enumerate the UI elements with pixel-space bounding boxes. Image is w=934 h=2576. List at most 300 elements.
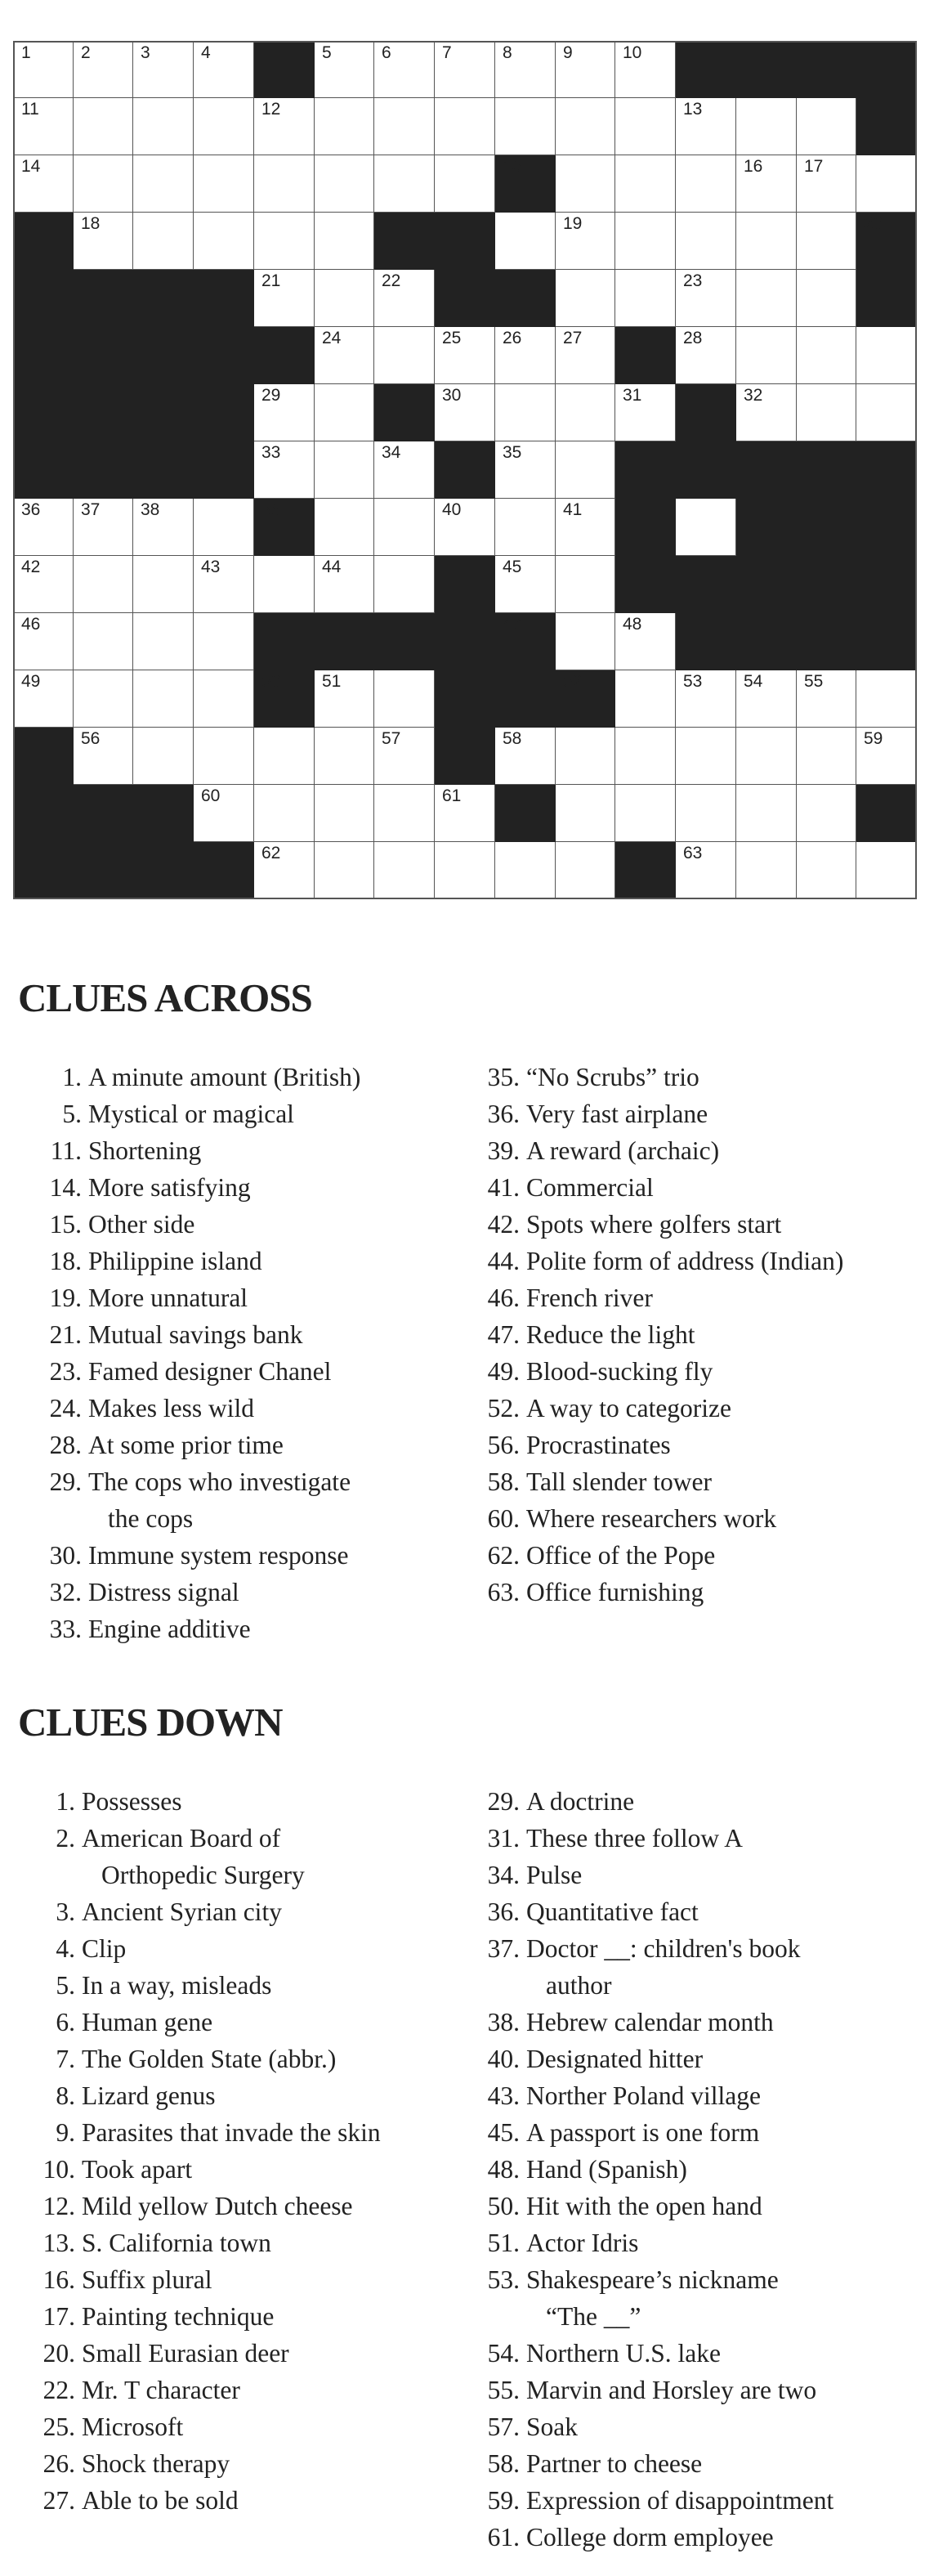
grid-cell[interactable] xyxy=(435,785,495,842)
clue-item-number: 36. xyxy=(487,1897,520,1926)
grid-cell[interactable] xyxy=(74,613,133,670)
grid-block xyxy=(133,785,194,842)
clue-number: 14 xyxy=(21,157,41,176)
grid-cell[interactable] xyxy=(194,670,254,728)
clue-number: 8 xyxy=(503,43,512,62)
clue-item-text: Norther Poland village xyxy=(526,2081,761,2110)
grid-cell[interactable] xyxy=(435,155,495,213)
grid-cell[interactable] xyxy=(736,98,797,155)
clue-item-text: Clip xyxy=(82,1934,127,1963)
grid-cell[interactable] xyxy=(374,41,435,98)
clue-item xyxy=(56,1783,381,1820)
grid-cell[interactable] xyxy=(13,613,74,670)
grid-cell[interactable] xyxy=(435,98,495,155)
grid-cell[interactable] xyxy=(74,41,133,98)
grid-block xyxy=(495,785,556,842)
clue-number: 7 xyxy=(442,43,452,62)
grid-cell[interactable] xyxy=(556,728,615,785)
grid-block xyxy=(13,842,74,899)
grid-cell[interactable] xyxy=(797,785,856,842)
clue-number: 44 xyxy=(322,558,342,576)
clue-item-number: 55. xyxy=(487,2376,520,2404)
grid-cell[interactable] xyxy=(74,98,133,155)
clue-item-text: Marvin and Horsley are two xyxy=(526,2376,817,2404)
grid-block xyxy=(435,556,495,613)
grid-cell[interactable] xyxy=(13,98,74,155)
clue-number: 43 xyxy=(201,558,221,576)
clue-item-number: 40. xyxy=(487,2045,520,2073)
grid-cell[interactable] xyxy=(556,441,615,499)
clue-item-text: Partner to cheese xyxy=(526,2449,703,2478)
clue-item-number: 57. xyxy=(487,2412,520,2441)
clues-down-column-left xyxy=(42,1783,381,2519)
clue-item xyxy=(487,2077,833,2114)
clue-item xyxy=(56,2004,381,2041)
clue-item-text: Ancient Syrian city xyxy=(82,1897,282,1926)
grid-cell[interactable] xyxy=(797,155,856,213)
clue-item-number: 3. xyxy=(56,1897,75,1926)
grid-cell[interactable] xyxy=(556,327,615,384)
grid-cell[interactable] xyxy=(13,155,74,213)
clue-item xyxy=(487,1463,843,1500)
grid-cell[interactable] xyxy=(736,327,797,384)
clue-item-number: 2. xyxy=(56,1824,75,1852)
grid-cell[interactable] xyxy=(13,41,74,98)
grid-cell[interactable] xyxy=(315,670,374,728)
clue-number: 52 xyxy=(563,672,583,691)
clue-item-number: 59. xyxy=(487,2486,520,2515)
clue-item-number: 63. xyxy=(487,1578,520,1606)
grid-cell[interactable] xyxy=(13,556,74,613)
grid-cell[interactable] xyxy=(495,499,556,556)
clue-item xyxy=(487,1857,833,1893)
grid-cell[interactable] xyxy=(615,670,676,728)
grid-cell[interactable] xyxy=(194,785,254,842)
grid-cell[interactable] xyxy=(556,155,615,213)
grid-cell[interactable] xyxy=(797,384,856,441)
grid-block xyxy=(194,384,254,441)
grid-cell[interactable] xyxy=(856,842,917,899)
grid-cell[interactable] xyxy=(194,499,254,556)
grid-block xyxy=(797,556,856,613)
clue-item-number: 60. xyxy=(487,1504,520,1533)
grid-cell[interactable] xyxy=(315,556,374,613)
clue-item-number: 17. xyxy=(42,2302,75,2331)
clue-item-text: Office of the Pope xyxy=(526,1541,716,1570)
grid-cell[interactable] xyxy=(374,327,435,384)
grid-block xyxy=(194,270,254,327)
grid-cell[interactable] xyxy=(495,384,556,441)
clue-number: 35 xyxy=(503,443,522,462)
grid-block xyxy=(435,441,495,499)
clue-number: 60 xyxy=(201,786,221,805)
clue-item xyxy=(487,2372,833,2408)
clue-item xyxy=(487,1893,833,1930)
clue-item-text: Expression of disappointment xyxy=(526,2486,834,2515)
clue-item-number: 20. xyxy=(42,2339,75,2368)
grid-cell[interactable] xyxy=(74,556,133,613)
clue-item-number: 33. xyxy=(49,1615,82,1643)
grid-cell[interactable] xyxy=(435,384,495,441)
grid-cell[interactable] xyxy=(556,556,615,613)
clue-item xyxy=(62,1059,361,1095)
grid-cell[interactable] xyxy=(374,842,435,899)
grid-cell[interactable] xyxy=(856,670,917,728)
clue-item-text: Very fast airplane xyxy=(526,1100,708,1128)
grid-cell[interactable] xyxy=(315,327,374,384)
clue-item xyxy=(487,1574,843,1611)
grid-cell[interactable] xyxy=(736,728,797,785)
grid-cell[interactable] xyxy=(495,842,556,899)
grid-cell[interactable] xyxy=(797,728,856,785)
clue-item-text: A passport is one form xyxy=(526,2118,760,2147)
grid-cell[interactable] xyxy=(194,155,254,213)
clue-item xyxy=(487,1132,843,1169)
grid-block xyxy=(736,613,797,670)
grid-cell[interactable] xyxy=(676,213,736,270)
clue-item xyxy=(487,1169,843,1206)
grid-cell[interactable] xyxy=(315,155,374,213)
grid-cell[interactable] xyxy=(495,728,556,785)
clue-number: 37 xyxy=(81,500,101,519)
grid-cell[interactable] xyxy=(74,213,133,270)
grid-cell[interactable] xyxy=(797,670,856,728)
grid-cell[interactable] xyxy=(133,613,194,670)
grid-cell[interactable] xyxy=(315,213,374,270)
grid-cell[interactable] xyxy=(556,785,615,842)
grid-cell[interactable] xyxy=(676,499,736,556)
grid-cell[interactable] xyxy=(435,327,495,384)
grid-cell[interactable] xyxy=(194,41,254,98)
grid-block xyxy=(736,41,797,98)
grid-cell[interactable] xyxy=(736,270,797,327)
grid-cell[interactable] xyxy=(615,270,676,327)
clue-number: 6 xyxy=(382,43,391,62)
grid-cell[interactable] xyxy=(315,728,374,785)
grid-cell[interactable] xyxy=(74,155,133,213)
grid-cell[interactable] xyxy=(315,785,374,842)
clue-number: 15 xyxy=(503,157,522,176)
grid-block xyxy=(615,556,676,613)
grid-block xyxy=(194,842,254,899)
grid-cell[interactable] xyxy=(495,98,556,155)
grid-block xyxy=(435,728,495,785)
clue-number: 9 xyxy=(563,43,573,62)
grid-block xyxy=(74,327,133,384)
clue-number: 41 xyxy=(563,500,583,519)
clues-across-column-right xyxy=(487,1059,844,1611)
grid-cell[interactable] xyxy=(133,213,194,270)
grid-block xyxy=(13,384,74,441)
grid-cell[interactable] xyxy=(254,270,315,327)
grid-cell[interactable] xyxy=(315,842,374,899)
clue-item-number: 25. xyxy=(42,2412,75,2441)
grid-cell[interactable] xyxy=(736,155,797,213)
clue-item xyxy=(487,1820,833,1857)
grid-block xyxy=(615,441,676,499)
grid-cell[interactable] xyxy=(254,842,315,899)
grid-cell[interactable] xyxy=(856,327,917,384)
grid-cell[interactable] xyxy=(495,41,556,98)
clue-number: 27 xyxy=(563,329,583,347)
clue-item xyxy=(49,1463,360,1537)
clue-item xyxy=(487,1279,843,1316)
clue-item-text: Famed designer Chanel xyxy=(88,1357,332,1386)
clue-number: 2 xyxy=(81,43,91,62)
clue-item xyxy=(49,1574,360,1611)
clue-number: 24 xyxy=(322,329,342,347)
grid-cell[interactable] xyxy=(254,213,315,270)
grid-cell[interactable] xyxy=(254,155,315,213)
grid-block xyxy=(856,270,917,327)
clue-item-text: Actor Idris xyxy=(526,2229,639,2257)
grid-cell[interactable] xyxy=(374,441,435,499)
grid-block xyxy=(495,155,556,213)
grid-cell[interactable] xyxy=(254,441,315,499)
clue-number: 19 xyxy=(563,214,583,233)
clue-item xyxy=(487,2114,833,2151)
clue-item-number: 48. xyxy=(487,2155,520,2184)
clue-number: 50 xyxy=(261,672,281,691)
clue-number: 23 xyxy=(683,271,703,290)
grid-cell[interactable] xyxy=(133,499,194,556)
grid-block xyxy=(797,613,856,670)
grid-cell[interactable] xyxy=(797,327,856,384)
grid-block xyxy=(194,327,254,384)
grid-cell[interactable] xyxy=(615,155,676,213)
clue-item xyxy=(487,2482,834,2519)
grid-cell[interactable] xyxy=(374,556,435,613)
grid-cell[interactable] xyxy=(133,556,194,613)
grid-cell[interactable] xyxy=(556,384,615,441)
clue-item-text: Polite form of address (Indian) xyxy=(526,1247,844,1275)
grid-cell[interactable] xyxy=(856,155,917,213)
clue-number: 36 xyxy=(21,500,41,519)
grid-block xyxy=(495,613,556,670)
clue-item-number: 43. xyxy=(487,2081,520,2110)
clue-item-text: Able to be sold xyxy=(82,2486,239,2515)
grid-cell[interactable] xyxy=(133,155,194,213)
grid-cell[interactable] xyxy=(254,98,315,155)
grid-cell[interactable] xyxy=(13,670,74,728)
grid-cell[interactable] xyxy=(495,556,556,613)
grid-cell[interactable] xyxy=(315,270,374,327)
grid-cell[interactable] xyxy=(736,842,797,899)
grid-cell[interactable] xyxy=(556,270,615,327)
grid-cell[interactable] xyxy=(13,499,74,556)
grid-cell[interactable] xyxy=(315,499,374,556)
clue-item-text: Where researchers work xyxy=(526,1504,777,1533)
grid-cell[interactable] xyxy=(435,842,495,899)
grid-cell[interactable] xyxy=(374,270,435,327)
crossword-grid xyxy=(13,41,917,899)
clue-number: 45 xyxy=(503,558,522,576)
grid-block xyxy=(856,213,917,270)
clue-item xyxy=(42,2372,381,2408)
clue-number: 28 xyxy=(683,329,703,347)
clue-item xyxy=(56,2077,381,2114)
grid-block xyxy=(133,441,194,499)
grid-cell[interactable] xyxy=(315,98,374,155)
clue-item-number: 44. xyxy=(487,1247,520,1275)
grid-block xyxy=(615,327,676,384)
grid-cell[interactable] xyxy=(797,842,856,899)
grid-cell[interactable] xyxy=(556,842,615,899)
clue-number: 34 xyxy=(382,443,401,462)
grid-cell[interactable] xyxy=(736,670,797,728)
grid-block xyxy=(13,728,74,785)
grid-cell[interactable] xyxy=(676,98,736,155)
grid-cell[interactable] xyxy=(615,41,676,98)
grid-cell[interactable] xyxy=(133,98,194,155)
grid-block xyxy=(13,327,74,384)
clue-item-number: 52. xyxy=(487,1394,520,1422)
grid-cell[interactable] xyxy=(133,670,194,728)
clue-item-text: the cops xyxy=(108,1504,194,1533)
grid-cell[interactable] xyxy=(374,155,435,213)
grid-cell[interactable] xyxy=(736,384,797,441)
grid-block xyxy=(856,441,917,499)
grid-block xyxy=(374,613,435,670)
grid-cell[interactable] xyxy=(374,670,435,728)
clue-item-number: 19. xyxy=(49,1284,82,1312)
clue-number: 47 xyxy=(503,615,522,634)
clue-item-number: 41. xyxy=(487,1173,520,1202)
clue-item xyxy=(56,1893,381,1930)
grid-cell[interactable] xyxy=(495,213,556,270)
grid-cell[interactable] xyxy=(435,41,495,98)
clue-item xyxy=(49,1316,360,1353)
grid-cell[interactable] xyxy=(254,384,315,441)
grid-block xyxy=(856,41,917,98)
grid-cell[interactable] xyxy=(676,327,736,384)
clue-item-text: Pulse xyxy=(526,1861,583,1889)
grid-cell[interactable] xyxy=(374,785,435,842)
grid-cell[interactable] xyxy=(495,441,556,499)
clues-across-heading: CLUES ACROSS xyxy=(18,975,312,1020)
grid-cell[interactable] xyxy=(615,98,676,155)
grid-block xyxy=(13,213,74,270)
grid-cell[interactable] xyxy=(194,556,254,613)
grid-cell[interactable] xyxy=(315,441,374,499)
grid-cell[interactable] xyxy=(374,728,435,785)
grid-block xyxy=(676,41,736,98)
grid-cell[interactable] xyxy=(797,98,856,155)
clue-item-number: 38. xyxy=(487,2008,520,2036)
grid-cell[interactable] xyxy=(74,670,133,728)
grid-cell[interactable] xyxy=(74,728,133,785)
grid-cell[interactable] xyxy=(374,98,435,155)
clue-item xyxy=(49,1279,360,1316)
clue-item xyxy=(487,2224,833,2261)
grid-cell[interactable] xyxy=(676,842,736,899)
clue-item-number: 35. xyxy=(487,1063,520,1091)
grid-cell[interactable] xyxy=(495,327,556,384)
grid-cell[interactable] xyxy=(676,270,736,327)
grid-block xyxy=(74,270,133,327)
clue-item-number: 1. xyxy=(62,1063,82,1091)
clue-number: 16 xyxy=(744,157,763,176)
grid-cell[interactable] xyxy=(797,270,856,327)
grid-cell[interactable] xyxy=(856,728,917,785)
grid-cell[interactable] xyxy=(315,41,374,98)
clue-item xyxy=(487,1243,844,1279)
grid-cell[interactable] xyxy=(856,384,917,441)
clue-item xyxy=(42,2445,381,2482)
clue-item-text: Hit with the open hand xyxy=(526,2192,762,2220)
grid-cell[interactable] xyxy=(254,728,315,785)
grid-cell[interactable] xyxy=(736,213,797,270)
grid-block xyxy=(495,670,556,728)
clue-item xyxy=(487,2445,833,2482)
grid-cell[interactable] xyxy=(194,98,254,155)
clue-item xyxy=(42,2224,381,2261)
grid-cell[interactable] xyxy=(315,384,374,441)
grid-cell[interactable] xyxy=(736,785,797,842)
clue-number: 48 xyxy=(623,615,642,634)
clue-item xyxy=(56,1967,381,2004)
grid-cell[interactable] xyxy=(615,213,676,270)
grid-cell[interactable] xyxy=(194,613,254,670)
grid-cell[interactable] xyxy=(556,98,615,155)
clue-item-text: A way to categorize xyxy=(526,1394,732,1422)
grid-cell[interactable] xyxy=(615,785,676,842)
grid-cell[interactable] xyxy=(615,384,676,441)
clue-item-text: A doctrine xyxy=(526,1787,635,1816)
grid-block xyxy=(615,842,676,899)
grid-cell[interactable] xyxy=(797,213,856,270)
clue-item xyxy=(50,1132,360,1169)
grid-block xyxy=(435,670,495,728)
clue-number: 58 xyxy=(503,729,522,748)
clue-item-text: The cops who investigate xyxy=(88,1467,351,1496)
grid-block xyxy=(797,441,856,499)
grid-cell[interactable] xyxy=(194,728,254,785)
grid-cell[interactable] xyxy=(676,785,736,842)
grid-cell[interactable] xyxy=(254,556,315,613)
grid-cell[interactable] xyxy=(254,785,315,842)
clue-item-text: Engine additive xyxy=(88,1615,251,1643)
grid-cell[interactable] xyxy=(676,728,736,785)
clue-item-number: 16. xyxy=(42,2265,75,2294)
grid-cell[interactable] xyxy=(676,155,736,213)
clue-item-text: Philippine island xyxy=(88,1247,262,1275)
clue-item-number: 9. xyxy=(56,2118,75,2147)
grid-cell[interactable] xyxy=(615,613,676,670)
grid-cell[interactable] xyxy=(194,213,254,270)
clue-item-text: Parasites that invade the skin xyxy=(82,2118,381,2147)
grid-cell[interactable] xyxy=(556,213,615,270)
grid-cell[interactable] xyxy=(133,728,194,785)
clue-item-text: Immune system response xyxy=(88,1541,349,1570)
grid-cell[interactable] xyxy=(74,499,133,556)
clue-number: 38 xyxy=(141,500,160,519)
clue-number: 22 xyxy=(382,271,401,290)
grid-cell[interactable] xyxy=(556,41,615,98)
grid-cell[interactable] xyxy=(374,499,435,556)
clue-item xyxy=(49,1427,360,1463)
grid-cell[interactable] xyxy=(615,728,676,785)
clue-item-text: Small Eurasian deer xyxy=(82,2339,289,2368)
clue-item-number: 13. xyxy=(42,2229,75,2257)
clue-item-text: College dorm employee xyxy=(526,2523,774,2551)
grid-cell[interactable] xyxy=(676,670,736,728)
grid-cell[interactable] xyxy=(556,499,615,556)
grid-cell[interactable] xyxy=(133,41,194,98)
grid-cell[interactable] xyxy=(556,613,615,670)
grid-cell[interactable] xyxy=(435,499,495,556)
clue-item-text: Quantitative fact xyxy=(526,1897,699,1926)
